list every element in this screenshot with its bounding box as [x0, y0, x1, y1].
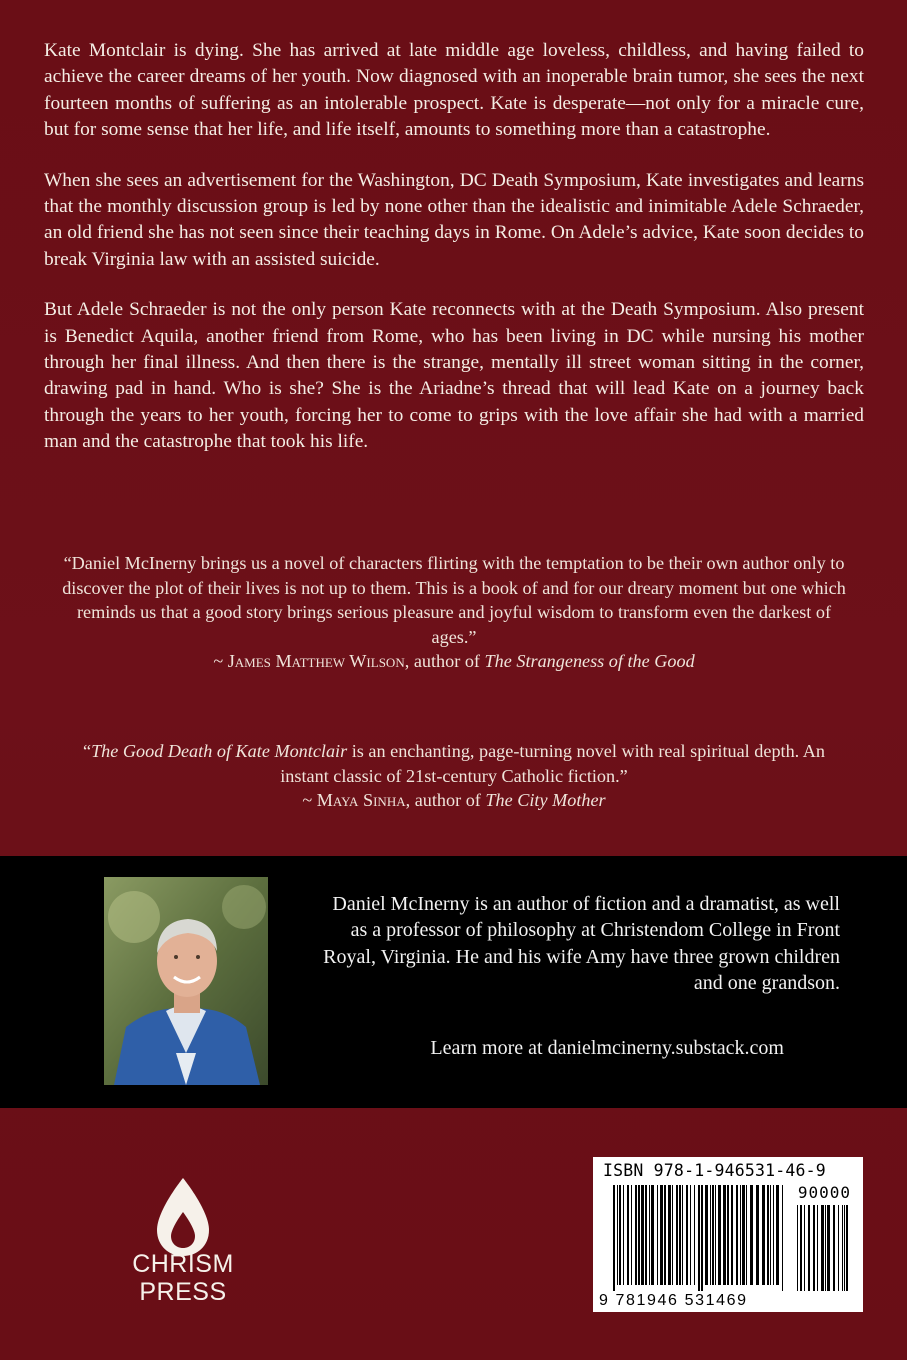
isbn-barcode	[593, 1157, 863, 1312]
attribution-prefix: ~	[213, 651, 228, 672]
endorsement-attribution	[60, 649, 848, 674]
endorser-book: The City Mother	[485, 790, 606, 811]
endorsement-attribution	[60, 788, 848, 813]
blurb-paragraph-2: When she sees an advertisement for the Washington, DC Death Symposium, Kate investigates and learns that the monthly discussion group is led by none other than the idealistic and inimitable Adele Schraeder, an old friend she has not seen since their teaching days in Rome. On Adele’s advice, Kate soon decides to break Virginia law with an assisted suicide.	[44, 169, 864, 270]
blurb-paragraph-3: But Adele Schraeder is not the only person Kate reconnects with at the Death Symposium. Also present is Benedict Aquila, another friend from Rome, who has been living in DC while nursing his mother through her final illness. And then there is the strange, mentally ill street woman sitting in the corner, drawing pad in hand. Who is she? She is the Ariadne’s thread that will lead Kate on a journey back through the years to her youth, forcing her to come to grips with the love affair she had with a married man and the catastrophe that took his life.	[44, 299, 864, 453]
publisher-logo	[120, 1170, 246, 1310]
endorser-book: The Strangeness of the Good	[484, 651, 695, 672]
isbn-label: ISBN 978-1-946531-46-9	[603, 1161, 826, 1180]
blurb-paragraph-1: Kate Montclair is dying. She has arrived at late middle age loveless, childless, and having failed to achieve the career dreams of her youth. Now diagnosed with an inoperable brain tumor, she sees the next fourteen months of suffering as an intolerable prospect. Kate is desperate—not only for a miracle cure, but for some sense that her life, and life itself, amounts to something more than a catastrophe.	[44, 40, 864, 141]
attribution-author-of: , author of	[405, 790, 486, 811]
attribution-author-of: , author of	[404, 651, 485, 672]
book-blurb	[44, 38, 864, 480]
endorser-name: Maya Sinha	[316, 790, 406, 811]
barcode-number: 9 781946 531469	[599, 1292, 748, 1309]
author-bio	[322, 891, 840, 996]
endorser-name: James Matthew Wilson	[227, 651, 405, 672]
quote-open: “	[82, 741, 92, 761]
barcode-bars	[593, 1157, 863, 1312]
author-website: Learn more at danielmcinerny.substack.com	[430, 1037, 784, 1059]
attribution-prefix: ~	[302, 790, 317, 811]
publisher-name-line2: PRESS	[139, 1278, 227, 1306]
price-addon: 90000	[797, 1183, 851, 1202]
book-title: The Good Death of Kate Montclair	[91, 741, 348, 761]
endorsement-text: “Daniel McInerny brings us a novel of characters flirting with the temptation to be their own author only to discover the plot of their lives is not up to them. This is a book of and for our dreary moment but one which reminds us that a good story brings serious pleasure and joyful wisdom to transform even the darkest of ages.”	[62, 553, 846, 647]
author-photo	[104, 877, 268, 1085]
flame-drop-icon	[153, 1176, 213, 1258]
endorsement-sinha	[60, 739, 848, 813]
bio-text: Daniel McInerny is an author of fiction and a dramatist, as well as a professor of philosophy at Christendom College in Front Royal, Virginia. He and his wife Amy have three grown children and one grandson.	[323, 893, 840, 994]
endorsement-wilson	[60, 551, 848, 674]
publisher-name-line1: CHRISM	[132, 1250, 234, 1278]
endorsement-text: is an enchanting, page-turning novel with real spiritual depth. An instant classic of 21st-century Catholic fiction.”	[280, 741, 825, 786]
